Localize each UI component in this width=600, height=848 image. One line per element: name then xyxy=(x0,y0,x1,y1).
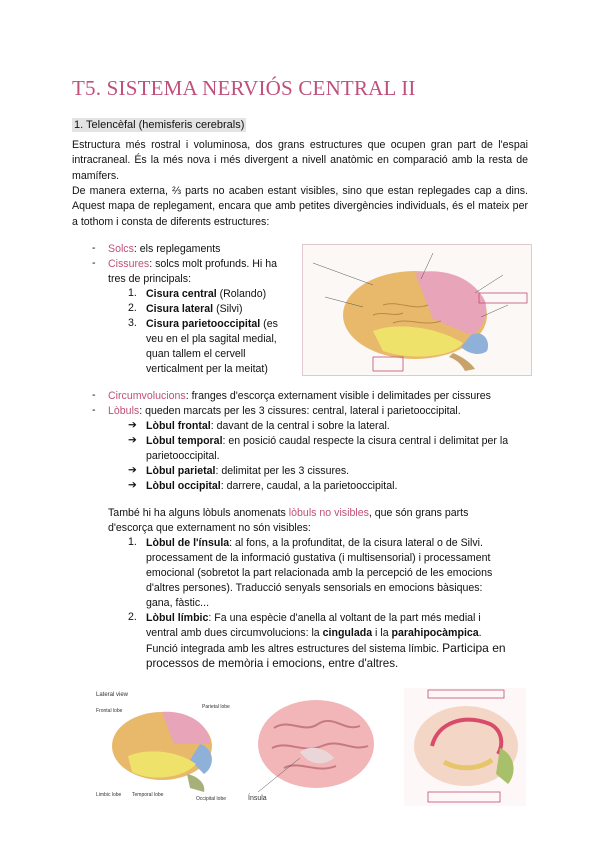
cisura3-continuation: veu en el pla sagital medial, xyxy=(146,333,277,345)
insula-line: gana, fàstic... xyxy=(146,597,210,609)
fig-caption: Lateral view xyxy=(96,692,129,698)
bullet-dash: - xyxy=(92,242,96,254)
cisura-list-number: 2. xyxy=(128,302,137,314)
lateral-view-figure xyxy=(92,688,232,806)
label-insula: Ínsula xyxy=(248,795,267,802)
cisura-list-number: 1. xyxy=(128,287,137,299)
label-frontal: Frontal lobe xyxy=(96,708,123,714)
term-cissures: Cissures xyxy=(108,258,150,270)
insula-line: d'altres persones). Traducció senyals sensorials en emocions bàsiques: xyxy=(146,582,483,594)
limbic-item: Lòbul límbic: Fa una espècie d'anella al voltant de la part més medial i xyxy=(146,612,481,624)
bullet-solcs xyxy=(108,242,220,257)
no-visibles-lead-2: d'escorça que externament no són visibles: xyxy=(108,522,311,534)
arrow-bullet: ➔ xyxy=(128,464,137,476)
insula-item: Lòbul de l'ínsula: al fons, a la profunditat, de la cisura lateral o de Silvi. xyxy=(146,537,483,549)
limbic-line: Funció integrada amb les altres estructures del sistema límbic. Participa en xyxy=(146,641,506,655)
no-visibles-lead: També hi ha alguns lòbuls anomenats lòbuls no visibles, que són grans parts xyxy=(108,507,469,519)
cisura-item: Cisura lateral (Silvi) xyxy=(146,303,243,315)
label-parietal: Parietal lobe xyxy=(202,704,230,710)
cisura-item: Cisura parietooccipital (es xyxy=(146,318,278,330)
page-title: T5. SISTEMA NERVIÓS CENTRAL II xyxy=(72,76,416,100)
cissures-text-2: tres de principals: xyxy=(108,273,192,285)
section-heading: 1. Telencèfal (hemisferis cerebrals) xyxy=(74,119,245,131)
medial-view-figure xyxy=(404,688,526,806)
cissures-text-1: : solcs molt profunds. Hi ha xyxy=(149,258,277,270)
insula-line: processament de la informació gustativa (i multisensorial) i processament xyxy=(146,552,491,564)
label-temporal: Temporal lobe xyxy=(132,792,164,798)
brain-lateral-svg xyxy=(303,245,531,375)
term-lobuls: Lòbuls xyxy=(108,405,140,417)
insula-figure xyxy=(244,688,384,806)
list-number: 1. xyxy=(128,536,137,548)
limbic-line: processos de memòria i emocions, entre d'altres. xyxy=(146,657,399,670)
cisura3-continuation: quan tallem el cervell xyxy=(146,348,246,360)
bullet-dash: - xyxy=(92,389,96,401)
lobul-item: Lòbul occipital: darrere, caudal, a la parietooccipital. xyxy=(146,480,398,492)
solcs-text: : els replegaments xyxy=(133,243,221,255)
limbic-line: ventral amb dues circumvolucions: la cingulada i la parahipocàmpica. xyxy=(146,627,482,639)
label-occipital: Occipital lobe xyxy=(196,796,227,802)
bullet-dash: - xyxy=(92,257,96,269)
bullet-lobuls: Lòbuls: queden marcats per les 3 cissures: central, lateral i parietooccipital. xyxy=(108,405,461,417)
bullet-circumvolucions: Circumvolucions: franges d'escorça externament visible i delimitades per cissures xyxy=(108,390,491,402)
term-lobuls-no-visibles: lòbuls no visibles xyxy=(288,507,369,519)
cisura-item: Cisura central (Rolando) xyxy=(146,288,267,300)
brain-lateral-diagram xyxy=(302,244,532,376)
intro-paragraph-1: Estructura més rostral i voluminosa, dos grans estructures que ocupen gran part de l'espai intracraneal. És la més nova i més divergent a nivell anatòmic en comparació amb la resta de mamífers. xyxy=(72,139,528,182)
lobul-item: Lòbul frontal: davant de la central i sobre la lateral. xyxy=(146,420,390,432)
lobul-item: Lòbul temporal: en posició caudal respecte la cisura central i delimitat per la xyxy=(146,435,509,447)
intro-paragraph-2: De manera externa, ⅔ parts no acaben estant visibles, sino que estan replegades cap a dins. Aquest mapa de replegament, encara que amb petites divergències individuals, és el mateix per a tothom i consta de diferents estructures: xyxy=(72,185,528,228)
term-solcs: Solcs xyxy=(108,243,134,255)
bullet-dash: - xyxy=(92,404,96,416)
cisura-list-number: 3. xyxy=(128,317,137,329)
label-limbic: Limbic lobe xyxy=(96,792,122,798)
lobul-item-cont: parietooccipital. xyxy=(146,450,220,462)
insula-line: emocional (sobretot la part relacionada amb la percepció de les emocions xyxy=(146,567,493,579)
bullet-cissures xyxy=(108,257,277,272)
arrow-bullet: ➔ xyxy=(128,419,137,431)
term-circumvolucions: Circumvolucions xyxy=(108,390,186,402)
list-number: 2. xyxy=(128,611,137,623)
lobul-item: Lòbul parietal: delimitat per les 3 cissures. xyxy=(146,465,350,477)
cisura3-continuation: verticalment per la meitat) xyxy=(146,363,268,375)
arrow-bullet: ➔ xyxy=(128,434,137,446)
arrow-bullet: ➔ xyxy=(128,479,137,491)
